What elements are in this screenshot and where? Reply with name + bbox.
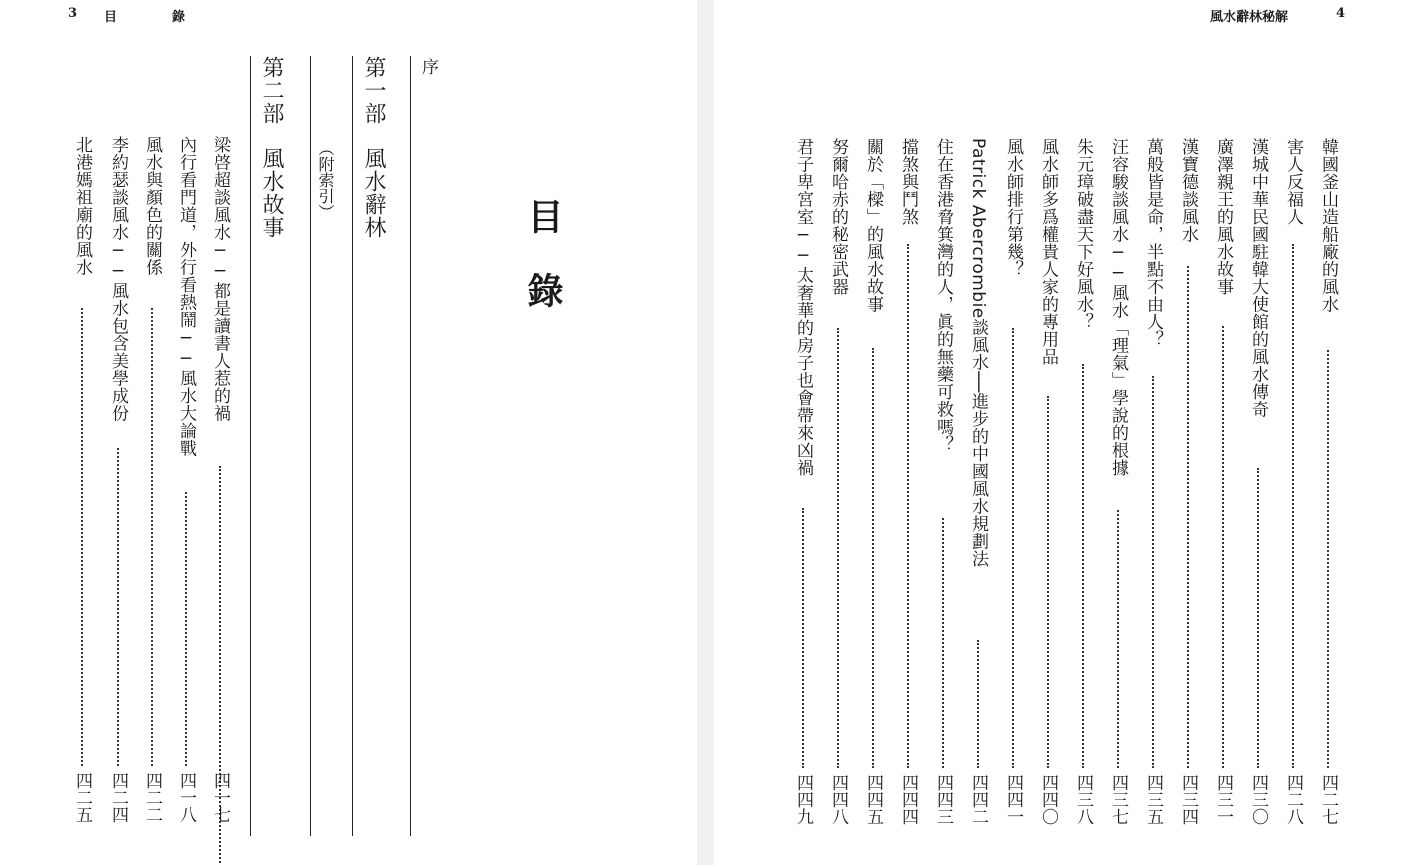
entry-title: 廣澤親王的風水故事: [1213, 138, 1233, 296]
entry-title: 擋煞與鬥煞: [898, 138, 918, 226]
entry-title: 韓國釜山造船廠的風水: [1318, 138, 1338, 313]
entry-title: 風水師排行第幾？: [1003, 138, 1023, 278]
dot-leader: [151, 308, 153, 766]
entry-title: 萬般皆是命，半點不由人？: [1143, 138, 1163, 348]
dot-leader: [977, 640, 979, 768]
entry-title: 漢城中華民國駐韓大使館的風水傳奇: [1248, 138, 1268, 418]
dot-leader: [1292, 244, 1294, 768]
dot-leader: [1012, 328, 1014, 768]
entry-page: 四四八: [828, 774, 848, 825]
section-rule: [250, 56, 251, 836]
entry-page: 四二二: [142, 772, 162, 823]
part-one-title: 風水辭林: [361, 147, 386, 239]
entry-title: 梁啓超談風水──都是讀書人惹的禍: [210, 136, 230, 422]
dot-leader: [1117, 510, 1119, 768]
entry-title: 風水師多爲權貴人家的專用品: [1038, 138, 1058, 366]
entry-page: 四四四: [898, 774, 918, 825]
dot-leader: [1257, 468, 1259, 768]
entry-title: 住在香港脅箕灣的人，眞的無藥可救嗎？: [933, 138, 953, 453]
dot-leader: [907, 244, 909, 768]
entry-title: 北港媽祖廟的風水: [72, 136, 92, 276]
entry-page: 四四一: [1003, 774, 1023, 825]
preface-label: 序: [418, 58, 438, 75]
part-one-heading: [360, 56, 386, 239]
entry-page: 四四九: [793, 774, 813, 825]
toc-heading-char-2: 錄: [522, 272, 564, 308]
right-running-title: 風水辭林秘解: [1210, 10, 1289, 25]
part-one-subtitle: （附索引）: [316, 140, 335, 220]
left-running-title-char-2: 錄: [172, 10, 186, 25]
dot-leader: [1047, 396, 1049, 768]
dot-leader: [872, 348, 874, 768]
entry-title: 關於「樑」的風水故事: [863, 138, 883, 313]
entry-page: 四一七: [210, 772, 230, 823]
section-rule: [310, 56, 311, 836]
entry-title: 朱元璋破盡天下好風水？: [1073, 138, 1093, 331]
dot-leader: [185, 492, 187, 766]
dot-leader: [1222, 326, 1224, 768]
entry-title: 害人反福人: [1283, 138, 1303, 226]
part-one-label: 第一部: [361, 56, 386, 125]
entry-page: 四四三: [933, 774, 953, 825]
entry-page: 四三五: [1143, 774, 1163, 825]
entry-page: 四二七: [1318, 774, 1338, 825]
entry-page: 四二八: [1283, 774, 1303, 825]
entry-page: 四三七: [1108, 774, 1128, 825]
dot-leader: [1327, 350, 1329, 768]
toc-heading-char-1: 目: [522, 198, 564, 234]
part-two-title: 風水故事: [259, 147, 284, 239]
dot-leader: [81, 308, 83, 766]
entry-page: 四二五: [72, 772, 92, 823]
entry-page: 四四五: [863, 774, 883, 825]
entry-title: 汪容駿談風水──風水「理氣」學說的根據: [1108, 138, 1128, 477]
entry-title: 風水與顏色的關係: [142, 136, 162, 276]
left-running-title-char-1: 目: [104, 10, 118, 25]
section-rule: [410, 56, 411, 836]
part-two-label: 第二部: [259, 56, 284, 125]
entry-page: 四三四: [1178, 774, 1198, 825]
dot-leader: [1152, 376, 1154, 768]
entry-title: 漢寶德談風水: [1178, 138, 1198, 243]
dot-leader: [1187, 266, 1189, 768]
section-rule: [352, 56, 353, 836]
entry-page: 四四〇: [1038, 774, 1058, 825]
entry-title: 努爾哈赤的秘密武器: [828, 138, 848, 296]
left-page-number: 3: [68, 6, 78, 21]
entry-page: 四四二: [968, 774, 988, 825]
toc-heading: [520, 198, 566, 308]
entry-page: 四三一: [1213, 774, 1233, 825]
entry-title: 君子卑宮室──太奢華的房子也會帶來凶禍: [793, 138, 813, 477]
dot-leader: [117, 448, 119, 766]
dot-leader: [1082, 364, 1084, 768]
entry-page: 四二四: [108, 772, 128, 823]
dot-leader: [802, 508, 804, 768]
entry-page: 四一八: [176, 772, 196, 823]
right-page: [714, 0, 1406, 865]
left-page: [0, 0, 697, 865]
dot-leader: [942, 518, 944, 768]
dot-leader: [837, 328, 839, 768]
entry-page: 四三八: [1073, 774, 1093, 825]
part-two-heading: [258, 56, 284, 239]
entry-title: 內行看門道，外行看熱鬧──風水大論戰: [176, 136, 196, 457]
entry-title: Patrick Abercrombie談風水──進步的中國風水規劃法: [968, 138, 988, 568]
right-page-number: 4: [1336, 6, 1346, 21]
entry-title: 李約瑟談風水──風水包含美學成份: [108, 136, 128, 422]
entry-page: 四三〇: [1248, 774, 1268, 825]
